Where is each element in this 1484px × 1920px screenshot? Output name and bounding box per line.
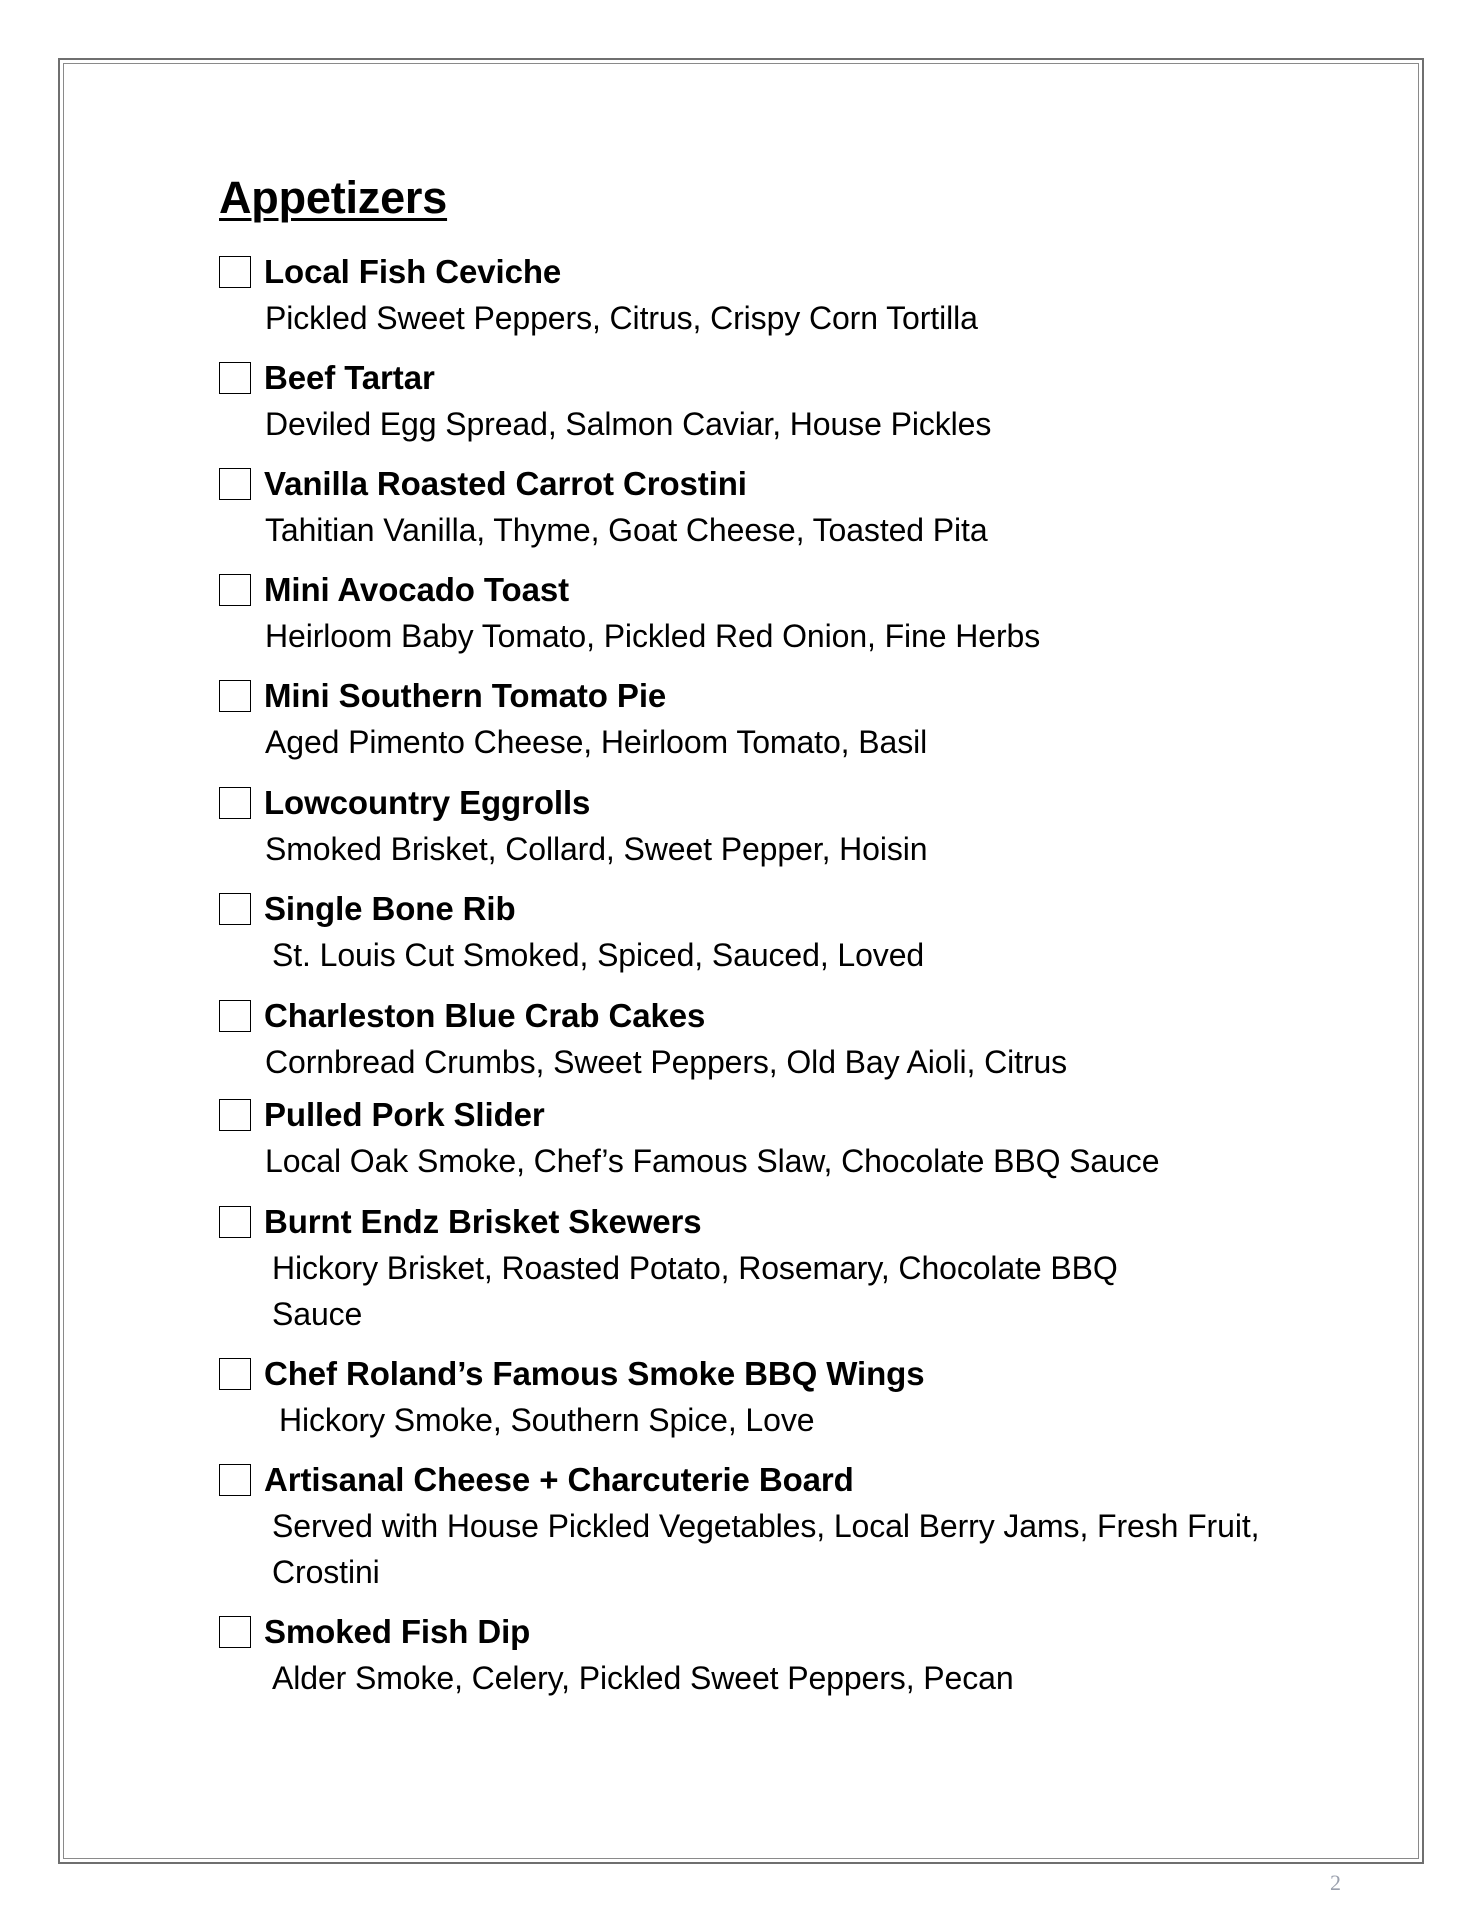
menu-item-burnt-endz-brisket-skewers	[219, 1202, 1279, 1337]
menu-item-name: Mini Avocado Toast	[264, 571, 569, 608]
menu-item-checkbox[interactable]	[219, 574, 251, 606]
menu-item-checkbox[interactable]	[219, 468, 251, 500]
menu-item-description: Local Oak Smoke, Chef’s Famous Slaw, Chocolate BBQ Sauce	[265, 1143, 1160, 1179]
menu-item-name: Burnt Endz Brisket Skewers	[264, 1203, 702, 1240]
menu-item-vanilla-roasted-carrot-crostini	[219, 464, 1279, 553]
section-title: Appetizers	[219, 172, 448, 223]
menu-item-name: Beef Tartar	[264, 359, 435, 396]
menu-item-artisanal-cheese-charcuterie-board	[219, 1460, 1279, 1595]
menu-item-description: Deviled Egg Spread, Salmon Caviar, House Pickles	[265, 406, 992, 442]
menu-item-name: Local Fish Ceviche	[264, 253, 562, 290]
menu-item-description: Pickled Sweet Peppers, Citrus, Crispy Corn Tortilla	[265, 300, 978, 336]
menu-item-lowcountry-eggrolls	[219, 783, 1279, 872]
menu-item-description: Hickory Brisket, Roasted Potato, Rosemary, Chocolate BBQ Sauce	[272, 1250, 1118, 1332]
menu-item-description: Smoked Brisket, Collard, Sweet Pepper, Hoisin	[265, 831, 928, 867]
menu-item-checkbox[interactable]	[219, 893, 251, 925]
menu-item-checkbox[interactable]	[219, 1206, 251, 1238]
menu-item-description: St. Louis Cut Smoked, Spiced, Sauced, Loved	[272, 937, 925, 973]
menu-item-beef-tartar	[219, 358, 1279, 447]
menu-item-description: Tahitian Vanilla, Thyme, Goat Cheese, Toasted Pita	[265, 512, 988, 548]
menu-item-name: Pulled Pork Slider	[264, 1096, 545, 1133]
page-number: 2	[1330, 1870, 1341, 1895]
menu-item-smoked-fish-dip	[219, 1612, 1279, 1701]
menu-item-name: Charleston Blue Crab Cakes	[264, 997, 706, 1034]
menu-item-description: Hickory Smoke, Southern Spice, Love	[279, 1402, 815, 1438]
menu-item-mini-avocado-toast	[219, 570, 1279, 659]
menu-item-checkbox[interactable]	[219, 787, 251, 819]
menu-item-description: Aged Pimento Cheese, Heirloom Tomato, Basil	[265, 724, 928, 760]
menu-item-pulled-pork-slider	[219, 1095, 1279, 1184]
menu-item-name: Lowcountry Eggrolls	[264, 784, 591, 821]
menu-item-single-bone-rib	[219, 889, 1279, 978]
menu-item-description: Heirloom Baby Tomato, Pickled Red Onion, Fine Herbs	[265, 618, 1041, 654]
menu-item-name: Vanilla Roasted Carrot Crostini	[264, 465, 747, 502]
menu-item-chef-rolands-famous-smoke-bbq-wings	[219, 1354, 1279, 1443]
menu-item-checkbox[interactable]	[219, 680, 251, 712]
menu-item-charleston-blue-crab-cakes	[219, 996, 1279, 1085]
menu-item-checkbox[interactable]	[219, 1358, 251, 1390]
menu-item-description: Alder Smoke, Celery, Pickled Sweet Peppers, Pecan	[272, 1660, 1014, 1696]
menu-item-description: Cornbread Crumbs, Sweet Peppers, Old Bay Aioli, Citrus	[265, 1044, 1068, 1080]
menu-item-checkbox[interactable]	[219, 256, 251, 288]
menu-item-checkbox[interactable]	[219, 1099, 251, 1131]
menu-item-name: Smoked Fish Dip	[264, 1613, 531, 1650]
menu-item-mini-southern-tomato-pie	[219, 676, 1279, 765]
menu-item-checkbox[interactable]	[219, 1464, 251, 1496]
menu-item-name: Mini Southern Tomato Pie	[264, 677, 667, 714]
menu-item-name: Artisanal Cheese + Charcuterie Board	[264, 1461, 854, 1498]
menu-item-local-fish-ceviche	[219, 252, 1279, 341]
menu-item-checkbox[interactable]	[219, 1000, 251, 1032]
menu-item-checkbox[interactable]	[219, 362, 251, 394]
menu-item-description: Served with House Pickled Vegetables, Local Berry Jams, Fresh Fruit, Crostini	[272, 1508, 1260, 1590]
menu-item-name: Single Bone Rib	[264, 890, 516, 927]
menu-item-checkbox[interactable]	[219, 1616, 251, 1648]
menu-item-name: Chef Roland’s Famous Smoke BBQ Wings	[264, 1355, 925, 1392]
